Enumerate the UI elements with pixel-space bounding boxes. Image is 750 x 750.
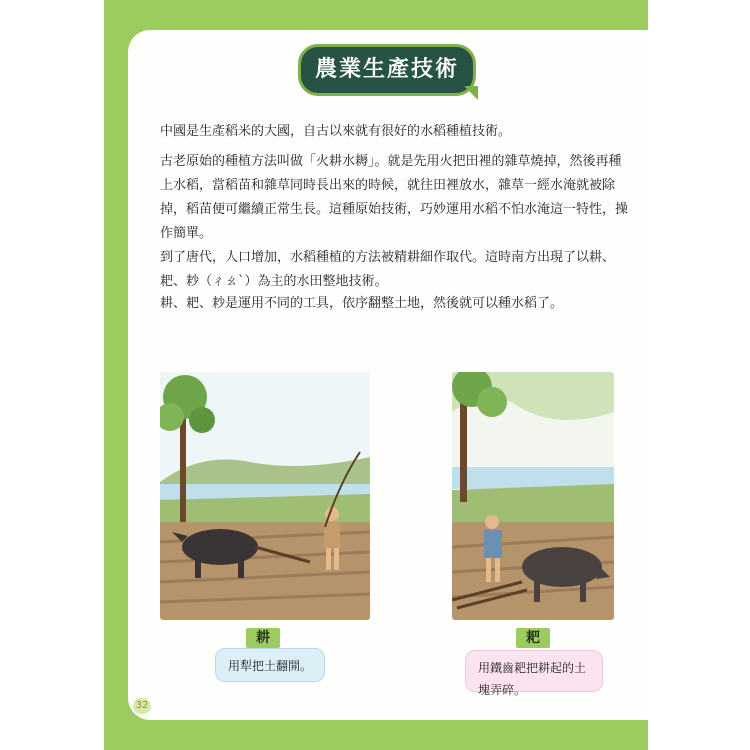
caption-plow: 用犁把土翻開。 <box>215 648 325 682</box>
paragraph-4: 耕、耙、耖是運用不同的工具，依序翻整土地，然後就可以種水稻了。 <box>160 296 564 311</box>
page-title: 農業生產技術 <box>314 57 459 82</box>
paragraph-1: 中國是生產稻米的大國，自古以來就有很好的水稻種植技術。 <box>160 124 512 139</box>
plowing-illustration <box>160 372 370 620</box>
figure-label-plow: 耕 <box>246 628 280 648</box>
title-badge <box>298 44 478 100</box>
harrowing-scene-svg <box>452 372 614 620</box>
plowing-scene-svg <box>160 372 370 620</box>
figure-label-harrow: 耙 <box>516 628 550 648</box>
paragraph-3: 到了唐代，人口增加，水稻種植的方法被精耕細作取代。這時南方出現了以耕、耙、耖（ㄔㄠˋ）為主的水田整地技術。 <box>160 250 616 289</box>
paragraph-2: 古老原始的種植方法叫做「火耕水耨」。就是先用火把田裡的雜草燒掉，然後再種上水稻，當稻苗和雜草同時長出來的時候，就往田裡放水，雜草一經水淹就被除掉，稻苗便可繼續正常生長。這種原始技術，巧妙運用水稻不怕水淹這一特性，操作簡單。 <box>160 154 629 241</box>
page-number: 32 <box>133 698 151 714</box>
harrowing-illustration <box>452 372 614 620</box>
caption-harrow: 用鐵齒耙把耕起的土塊弄碎。 <box>465 650 603 692</box>
